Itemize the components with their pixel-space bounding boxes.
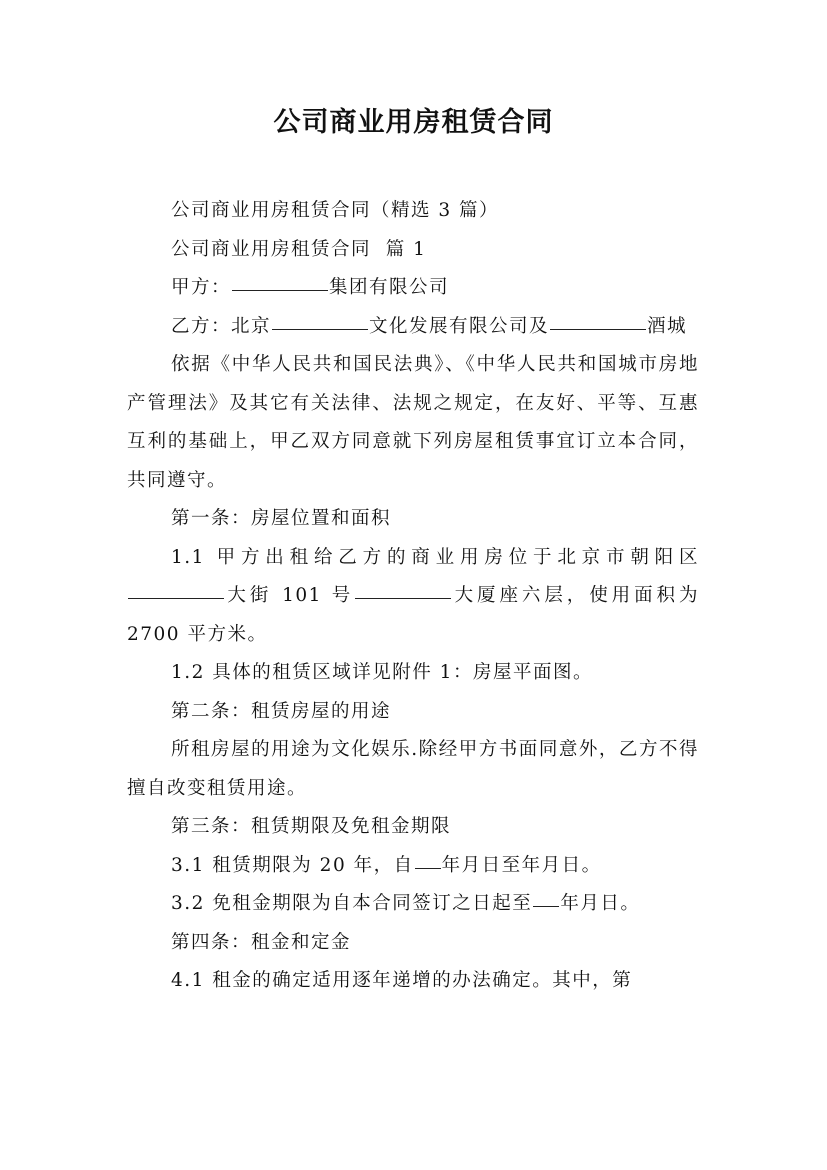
article4-item1: 4.1 租金的确定适用逐年递增的办法确定。其中，第 (171, 970, 633, 991)
party-b-middle: 文化发展有限公司及 (369, 315, 550, 337)
preamble-paragraph: 依据《中华人民共和国民法典》、《中华人民共和国城市房地产管理法》及其它有关法律、法规之规定，在友好、平等、互惠互利的基础上，甲乙双方同意就下列房屋租赁事宜订立本合同，共同遵守。 (127, 354, 699, 491)
section-heading: 公司商业用房租赁合同 篇 1 (171, 238, 427, 260)
blank-line (415, 867, 441, 869)
subtitle: 公司商业用房租赁合同（精选 3 篇） (171, 200, 500, 221)
blank-line (355, 597, 451, 599)
party-b-line (127, 308, 699, 347)
party-a-line (127, 269, 699, 308)
article3-item2-part-a: 3.2 免租金期限为自本合同签订之日起至 (171, 893, 533, 914)
party-a-label: 甲方： (171, 277, 232, 298)
article1-item2: 1.2 具体的租赁区域详见附件 1：房屋平面图。 (171, 662, 593, 683)
article4-heading: 第四条：租金和定金 (171, 931, 352, 953)
article2-text: 所租房屋的用途为文化娱乐.除经甲方书面同意外，乙方不得擅自改变租赁用途。 (127, 739, 699, 799)
article1-item1-part-a: 1.1 甲方出租给乙方的商业用房位于北京市朝阳区 (171, 546, 699, 568)
party-b-suffix: 酒城 (647, 315, 688, 337)
blank-line (550, 328, 646, 330)
article1-item1-part-c: 大厦座六层，使用面积为 2700 平方米。 (127, 585, 699, 645)
article3-item1 (127, 847, 699, 886)
article1-heading: 第一条：房屋位置和面积 (171, 508, 392, 529)
article3-item1-part-a: 3.1 租赁期限为 20 年，自 (171, 854, 414, 876)
article1-item1 (127, 539, 699, 655)
party-a-name: 集团有限公司 (329, 277, 450, 298)
blank-line (533, 905, 559, 907)
article2-heading: 第二条：租赁房屋的用途 (171, 700, 392, 722)
article3-item2 (127, 885, 699, 924)
article3-heading: 第三条：租赁期限及免租金期限 (171, 816, 452, 837)
document-body (127, 192, 699, 1001)
party-b-label: 乙方：北京 (171, 315, 272, 337)
document-title: 公司商业用房租赁合同 (273, 107, 554, 138)
blank-line (232, 289, 328, 291)
article1-item1-part-b: 大街 101 号 (225, 585, 355, 606)
article3-item1-part-b: 年月日至年月日。 (441, 854, 602, 876)
blank-line (128, 597, 224, 599)
blank-line (272, 328, 368, 330)
article3-item2-part-b: 年月日。 (560, 893, 641, 914)
